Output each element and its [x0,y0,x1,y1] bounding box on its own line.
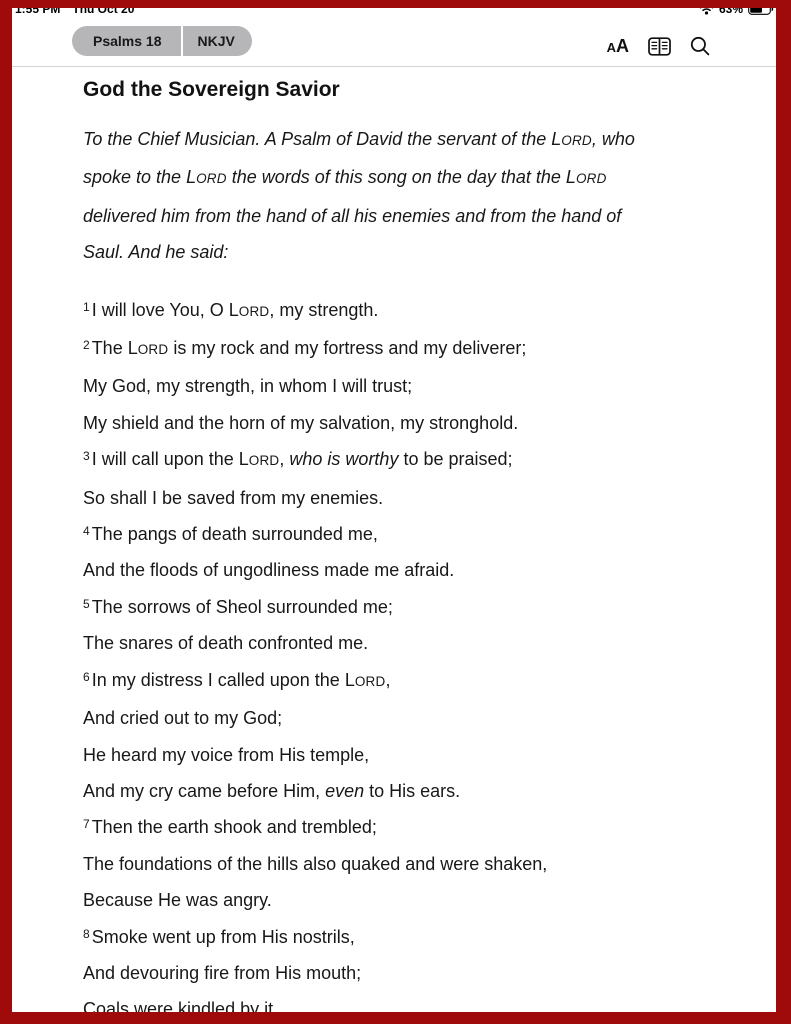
text-segment: The sorrows of Sheol surrounded me; [91,596,393,617]
text-size-small-a: A [606,39,616,55]
text-segment: The pangs of death surrounded me, [91,524,378,545]
verse-line[interactable] [83,480,776,516]
verse-line[interactable] [83,773,776,809]
text-segment: spoke to the L [83,167,197,188]
section-heading: God the Sovereign Savior [83,78,340,101]
verse-line[interactable] [83,737,776,773]
nav-bar [12,20,776,67]
text-segment: to His ears. [364,780,461,801]
intro-line[interactable] [83,121,776,159]
verse-line[interactable] [83,292,776,330]
verse-line[interactable] [83,405,776,441]
search-icon[interactable] [690,36,710,56]
text-segment: Smoke went up from His nostrils, [91,926,355,947]
text-size-large-a: A [616,35,629,56]
verse-number: 8 [83,926,90,941]
verse-number: 2 [83,338,90,353]
text-segment: ORD [196,171,227,187]
multitask-dots[interactable]: ••• [383,0,405,15]
verse-line[interactable] [83,700,776,736]
verse-number: 5 [83,596,90,611]
text-segment: The L [91,338,138,359]
intro-line[interactable] [83,234,776,270]
text-segment: My God, my strength, in whom I will trust; [83,376,413,397]
text-segment: , [279,449,290,470]
text-segment: In my distress I called upon the L [91,669,355,690]
text-segment: ORD [575,171,607,187]
text-segment: ORD [561,133,592,148]
text-segment: To the Chief Musician. A Psalm of David the servant of the L [83,129,562,149]
text-segment: is my rock and my fortress and my deliverer; [168,338,527,359]
verse-line[interactable] [83,589,776,625]
text-segment: to be praised; [398,449,513,470]
text-segment: I will love You, O L [91,299,239,320]
chapter-button[interactable] [72,26,181,56]
battery-percent: 63% [718,2,743,16]
chapter-label: Psalms 18 [93,33,162,49]
status-time-date [15,1,134,17]
text-segment: , who [591,129,635,149]
text-segment: The snares of death confronted me. [83,633,369,654]
text-segment: ORD [137,342,169,358]
verse-line[interactable] [83,662,776,700]
text-segment: even [325,780,365,801]
verse-number: 1 [83,299,90,314]
text-segment: delivered him from the hand of all his enemies and from the hand of [83,205,622,226]
verse-number: 6 [83,669,90,684]
text-segment: Then the earth shook and trembled; [91,817,377,838]
verse-line[interactable] [83,625,776,661]
scripture-content [12,66,776,1024]
verse-line[interactable] [83,809,776,845]
status-indicators [699,1,774,17]
text-segment: ORD [248,453,280,469]
text-segment: And my cry came before Him, [83,780,326,801]
intro-block [83,121,776,271]
nav-actions [607,32,710,60]
wifi-icon [699,3,714,15]
verse-line[interactable] [83,330,776,368]
verse-number: 7 [83,817,90,832]
text-segment: Coals were kindled by it. [83,999,279,1020]
translation-label: NKJV [197,33,235,49]
text-segment: , my strength. [269,299,379,320]
text-segment: So shall I be saved from my enemies. [83,487,384,508]
verse-line[interactable] [83,955,776,991]
scripture-body [83,121,776,1024]
verse-line[interactable] [83,552,776,588]
verse-line[interactable] [83,516,776,552]
intro-line[interactable] [83,198,776,234]
text-segment: And devouring fire from His mouth; [83,962,362,983]
verse-line[interactable] [83,368,776,404]
text-segment: And the floods of ungodliness made me afraid. [83,560,455,581]
status-bar [12,0,776,20]
text-segment: I will call upon the L [91,449,249,470]
battery-icon [748,3,774,15]
translation-button[interactable] [183,26,252,56]
text-segment: Saul. And he said: [83,242,229,263]
text-segment: And cried out to my God; [83,708,283,729]
status-date: Thu Oct 20 [72,2,135,16]
verse-line[interactable] [83,441,776,479]
text-segment: ORD [354,673,386,689]
text-segment: Because He was angry. [83,890,272,911]
text-segment: the words of this song on the day that the L [226,167,576,188]
verse-number: 4 [83,524,90,539]
verse-number: 3 [83,449,90,464]
text-segment: ORD [238,303,270,319]
text-segment: The foundations of the hills also quaked and were shaken, [83,853,548,874]
chapter-translation-control [72,26,252,56]
text-segment: , [385,669,391,690]
text-segment: who is worthy [289,449,399,470]
text-segment: My shield and the horn of my salvation, my stronghold. [83,412,519,433]
intro-line[interactable] [83,159,776,197]
verse-line[interactable] [83,919,776,955]
verse-line[interactable] [83,846,776,882]
verse-block [83,292,776,1024]
verse-line[interactable] [83,991,776,1024]
book-icon[interactable] [648,37,671,56]
text-settings-button[interactable] [607,36,629,57]
verse-line[interactable] [83,882,776,918]
text-segment: He heard my voice from His temple, [83,744,370,765]
status-time: 1:55 PM [15,2,61,16]
